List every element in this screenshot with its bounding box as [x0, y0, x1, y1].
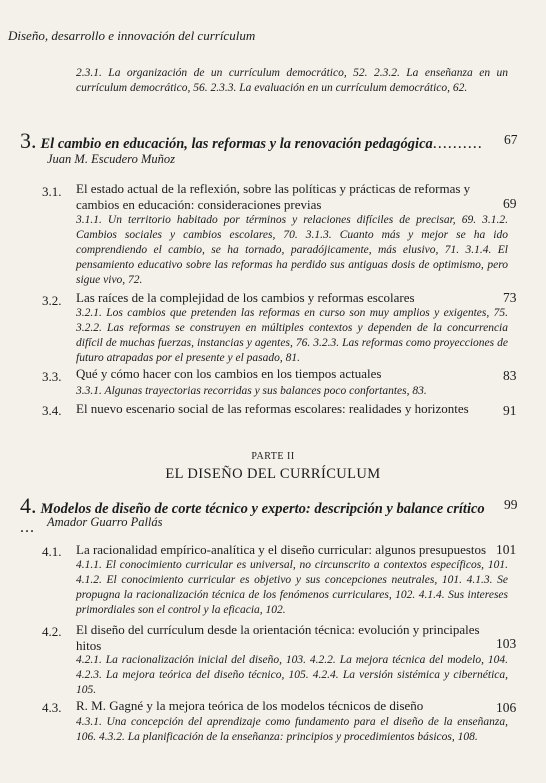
section-subsections: 3.2.1. Los cambios que pretenden las reformas en curso son muy amplios y exigentes, 75. 3.2.2. Las reformas se construyen en múltiples contextos y dependen de la concurrencia difícil de muchas fuerzas, instancias y agentes, 76. 3.2.3. Las reformas como proyecciones de futuro atrapadas por el presente y el pasado, 81. — [76, 307, 508, 364]
section-page: 83 — [503, 368, 517, 383]
chapter-page: 67 — [504, 132, 518, 147]
chapter-author: Amador Guarro Pallás — [47, 515, 163, 529]
section-page: 69 — [503, 196, 517, 211]
chapter-3-entry: 3. El cambio en educación, las reformas y la renovación pedagógica.......... — [20, 128, 483, 153]
running-header: Diseño, desarrollo e innovación del currículum — [8, 28, 256, 43]
chapter-title: Modelos de diseño de corte técnico y experto: descripción y balance crítico — [40, 501, 485, 517]
chapter-author: Juan M. Escudero Muñoz — [47, 152, 175, 166]
section-page: 106 — [496, 700, 517, 715]
section-page: 101 — [496, 542, 517, 557]
section-number: 3.2. — [42, 293, 62, 308]
section-title: Las raíces de la complejidad de los cambios y reformas escolares — [76, 290, 415, 305]
section-page: 91 — [503, 403, 517, 418]
section-number: 4.1. — [42, 544, 62, 559]
previous-subsections: 2.3.1. La organización de un currículum democrático, 52. 2.3.2. La enseñanza en un currículum democrático, 56. 2.3.3. La evaluación en un currículum democrático, 62. — [76, 67, 508, 94]
part-label: PARTE II — [251, 451, 295, 462]
section-subsections: 3.3.1. Algunas trayectorias recorridas y sus balances poco confortantes, 83. — [76, 385, 427, 397]
chapter-title: El cambio en educación, las reformas y la renovación pedagógica — [40, 136, 433, 152]
section-title: El nuevo escenario social de las reformas escolares: realidades y horizontes — [76, 401, 469, 416]
section-subsections: 4.3.1. Una concepción del aprendizaje como fundamento para el diseño de la enseñanza, 106. 4.3.2. La planificación de la enseñanza: principios y procedimientos básicos, 108. — [76, 716, 508, 743]
section-number: 3.1. — [42, 184, 62, 199]
section-number: 3.3. — [42, 369, 62, 384]
section-subsections: 4.1.1. El conocimiento curricular es universal, no circunscrito a contextos específicos, 101. 4.1.2. El conocimiento curricular es objetivo y sus concepciones neutrales, 101. 4.1.3. Se propugna la racionalización técnica de los fenómenos curriculares, 102. 4.1.4. Sus intereses primordiales son el control y la eficacia, 102. — [76, 559, 508, 616]
chapter-page: 99 — [504, 497, 518, 512]
chapter-4-entry: 4. Modelos de diseño de corte técnico y experto: descripción y balance crítico ... — [20, 493, 485, 536]
section-page: 73 — [503, 290, 517, 305]
section-title: La racionalidad empírico-analítica y el diseño curricular: algunos presupuestos — [76, 542, 487, 557]
section-page: 103 — [496, 636, 517, 651]
section-subsections: 3.1.1. Un territorio habitado por términos y relaciones difíciles de precisar, 69. 3.1.2. Cambios sociales y cambios escolares, 70. 3.1.3. Cuanto más y mejor se ha ido comprendiendo el cambio, se ha tornado, paradójicamente, más elusivo, 71. 3.1.4. El pensamiento educativo sobre las reformas ha perdido sus antiguas dosis de optimismo, pero sigue vivo, 72. — [76, 214, 508, 286]
chapter-number: 3. — [20, 128, 37, 153]
chapter-number: 4. — [20, 493, 37, 518]
section-subsections: 4.2.1. La racionalización inicial del diseño, 103. 4.2.2. La mejora técnica del modelo, 104. 4.2.3. La mejora teórica del diseño técnico, 105. 4.2.4. La versión sistémica y cibernética, 105. — [76, 654, 508, 696]
section-title: R. M. Gagné y la mejora teórica de los modelos técnicos de diseño — [76, 698, 424, 713]
section-title: El estado actual de la reflexión, sobre las políticas y prácticas de reformas y cambios en educación: consideraciones previas — [76, 181, 471, 212]
part-title: EL DISEÑO DEL CURRÍCULUM — [165, 466, 381, 482]
section-number: 3.4. — [42, 403, 62, 418]
section-number: 4.3. — [42, 700, 62, 715]
section-title: El diseño del currículum desde la orientación técnica: evolución y principales hitos — [76, 622, 480, 653]
section-number: 4.2. — [42, 624, 62, 639]
section-title: Qué y cómo hacer con los cambios en los tiempos actuales — [76, 366, 382, 381]
